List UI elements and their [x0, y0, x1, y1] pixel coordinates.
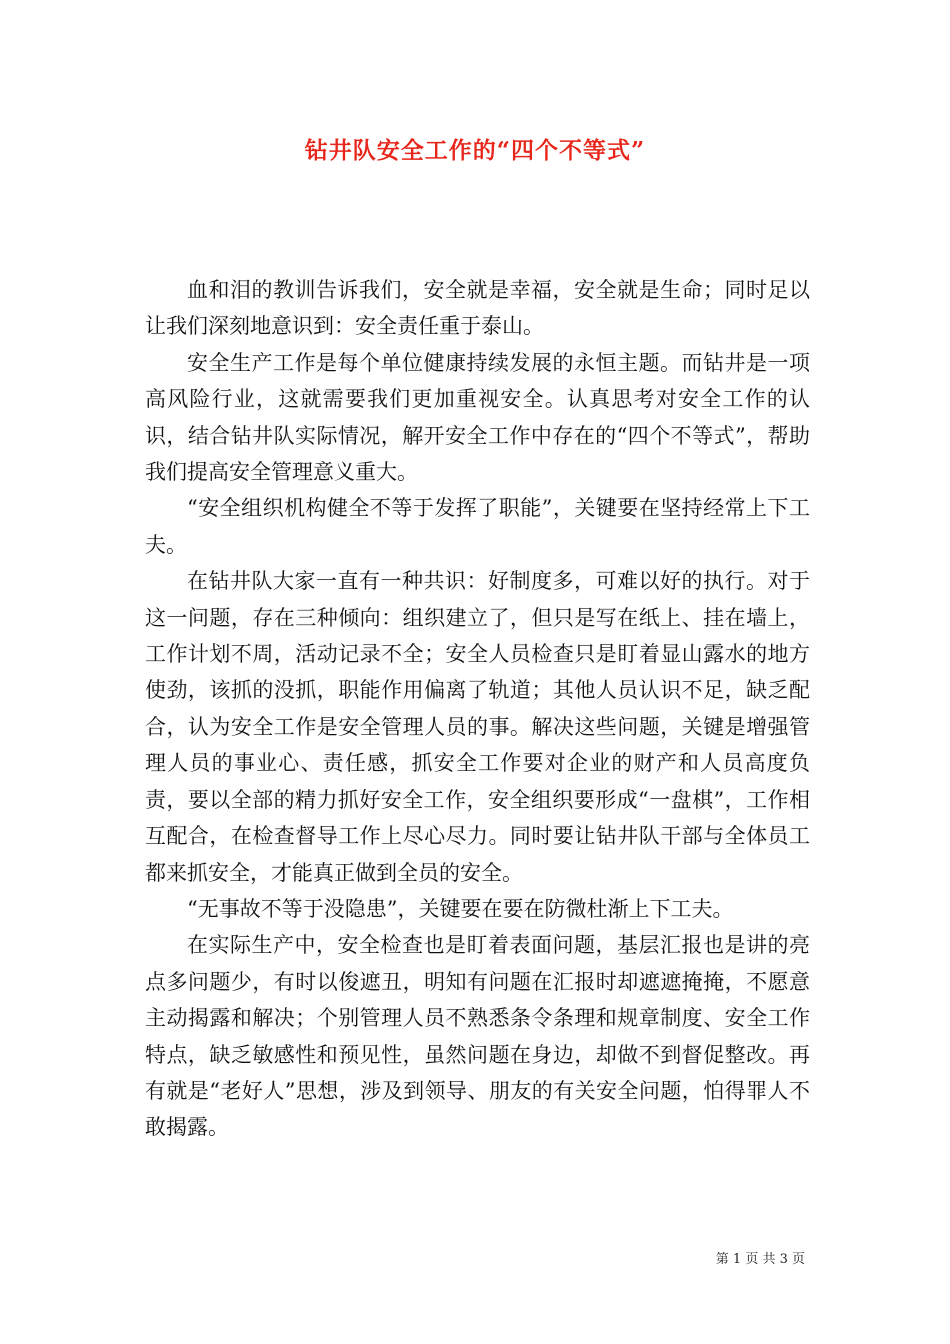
paragraph: 血和泪的教训告诉我们，安全就是幸福，安全就是生命；同时足以让我们深刻地意识到：安全责任重于泰山。	[145, 278, 810, 339]
document-title: 钻井队安全工作的“四个不等式”	[304, 137, 646, 164]
paragraph: 安全生产工作是每个单位健康持续发展的永恒主题。而钻井是一项高风险行业，这就需要我们更加重视安全。认真思考对安全工作的认识，结合钻井队实际情况，解开安全工作中存在的“四个不等式”，帮助我们提高安全管理意义重大。	[145, 350, 810, 485]
paragraph: “安全组织机构健全不等于发挥了职能”，关键要在坚持经常上下工夫。	[145, 496, 810, 557]
paragraph: 在钻井队大家一直有一种共识：好制度多，可难以好的执行。对于这一问题，存在三种倾向：组织建立了，但只是写在纸上、挂在墙上，工作计划不周，活动记录不全；安全人员检查只是盯着显山露水的地方使劲，该抓的没抓，职能作用偏离了轨道；其他人员认识不足，缺乏配合，认为安全工作是安全管理人员的事。解决这些问题，关键是增强管理人员的事业心、责任感，抓安全工作要对企业的财产和人员高度负责，要以全部的精力抓好安全工作，安全组织要形成“一盘棋”，工作相互配合，在检查督导工作上尽心尽力。同时要让钻井队干部与全体员工都来抓安全，才能真正做到全员的安全。	[145, 569, 810, 885]
document-body	[145, 272, 810, 1146]
paragraph: “无事故不等于没隐患”，关键要在要在防微杜渐上下工夫。	[187, 896, 734, 921]
page-number: 第 1 页 共 3 页	[715, 1252, 805, 1267]
paragraph: 在实际生产中，安全检查也是盯着表面问题，基层汇报也是讲的亮点多问题少，有时以俊遮丑，明知有问题在汇报时却遮遮掩掩，不愿意主动揭露和解决；个别管理人员不熟悉条令条理和规章制度、安全工作特点，缺乏敏感性和预见性，虽然问题在身边，却做不到督促整改。再有就是“老好人”思想，涉及到领导、朋友的有关安全问题，怕得罪人不敢揭露。	[145, 933, 810, 1140]
